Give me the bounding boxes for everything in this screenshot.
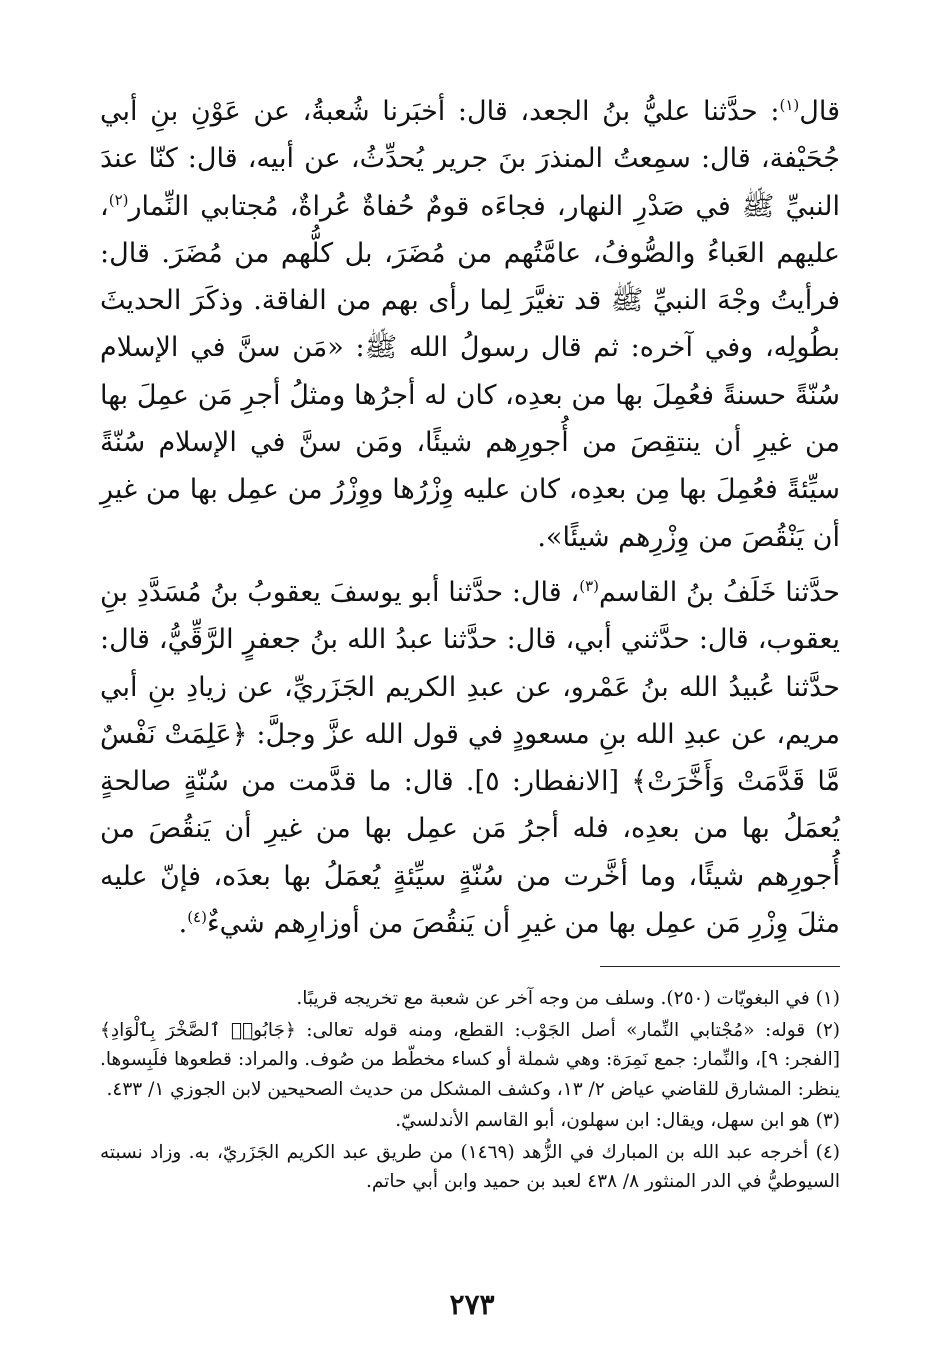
paragraph-2 [100, 569, 840, 947]
paragraph-1-text-a: قال [799, 96, 840, 127]
footnote-2: (٢) قوله: «مُجْتابي النِّمار» أصل الجَوْب: القطع، ومنه قوله تعالى: ﴿جَابُوا۟ ٱلصَّخْرَ بِٱلْوَادِ﴾ [الفجر: ٩]، والنِّمار: جمع نَمِرَة: وهي شملة أو كساء مخطّط من صُوف. والمراد: قطعوها فلَبِسوها. ينظر: المشارق للقاضي عياض ٢/ ١٣، وكشف المشكل من حديث الصحيحين لابن الجوزي ١/ ٤٣٣. [100, 1019, 840, 1100]
main-text [100, 88, 840, 947]
footnote-3: (٣) هو ابن سهل، ويقال: ابن سهلون، أبو القاسم الأندلسيّ. [395, 1110, 840, 1131]
footnote-ref-4[interactable]: (٤) [187, 908, 207, 927]
paragraph-2-text-b: ، قال: حدَّثنا أبو يوسفَ يعقوبُ بنُ مُسَدَّدِ بنِ يعقوب، قال: حدَّثني أبي، قال: حدَّثنا عبدُ الله بنُ جعفرٍ الرَّقِّيُّ، قال: حدَّثنا عُبيدُ الله بنُ عَمْرو، عن عبدِ الكريم الجَزَريِّ، عن زيادِ بنِ أبي مريم، عن عبدِ الله بنِ مسعودٍ في قول الله عزَّ وجلَّ: ﴿عَلِمَتْ نَفْسٌ مَّا قَدَّمَتْ وَأَخَّرَتْ﴾ [الانفطار: ٥]. قال: ما قدَّمت من سُنّةٍ صالحةٍ يُعمَلُ بها من بعدِه، فله أجرُ مَن عمِل بها من غيرِ أن يَنقُصَ من أُجورِهم شيئًا، وما أخَّرت من سُنّةٍ سيِّئةٍ يُعمَلُ بها بعدَه، فإنّ عليه مثلَ وِزْرِ مَن عمِل بها من غيرِ أن يَنقُصَ من أوزارِهم شيءٌ [100, 576, 841, 940]
footnote-ref-2[interactable]: (٢) [108, 190, 129, 209]
footnotes [100, 984, 840, 1197]
footnote-separator [600, 966, 840, 967]
paragraph-2-text-c: . [178, 908, 188, 940]
page-number: ٢٧٣ [449, 1288, 495, 1321]
paragraph-1-text-b: : حدَّثنا عليُّ بنُ الجعد، قال: أخبَرنا شُعبةُ، عن عَوْنِ بنِ أبي جُحَيْفة، قال: سمِعتُ المنذرَ بنَ جرير يُحدِّثُ، عن أبيه، قال: كنّا عندَ النبيِّ ﷺ في صَدْرِ النهار، فجاءَه قومٌ حُفاةٌ عُراةٌ، مُجتابي النِّمار [100, 96, 840, 222]
paragraph-2-text-a: حدَّثنا خَلَفُ بنُ القاسم [598, 576, 840, 608]
footnote-4: (٤) أخرجه عبد الله بن المبارك في الزُّهد (١٤٦٩) من طريق عبد الكريم الجَزَريّ، به. وزاد نسبته السيوطيُّ في الدر المنثور ٨/ ٤٣٨ لعبد بن حميد وابن أبي حاتم. [100, 1141, 840, 1192]
footnote-ref-1[interactable]: (١) [779, 96, 800, 114]
paragraph-1 [100, 88, 840, 561]
paragraph-1-text-c: ، عليهم العَباءُ والصُّوفُ، عامَّتُهم من مُضَرَ، بل كلُّهم من مُضَرَ. قال: فرأيتُ وجْهَ النبيِّ ﷺ قد تغيَّرَ لِما رأى بهم من الفاقة. وذكَرَ الحديثَ بطُولِه، وفي آخره: ثم قال رسولُ الله ﷺ: «مَن سنَّ في الإسلام سُنّةً حسنةً فعُمِلَ بها من بعدِه، كان له أجرُها ومثلُ أجرِ مَن عمِلَ بها من غيرِ أن ينتقِصَ من أُجورِهم شيئًا، ومَن سنَّ في الإسلام سُنّةً سيِّئةً فعُمِلَ بها مِن بعدِه، كان عليه وِزْرُها ووِزْرُ من عمِل بها من غيرِ أن يَنْقُصَ من وِزْرِهم شيئًا». [100, 190, 840, 553]
footnote-ref-3[interactable]: (٣) [579, 576, 599, 595]
footnote-1: (١) في البغويّات (٢٥٠). وسلف من وجه آخر عن شعبة مع تخريجه قريبًا. [296, 988, 840, 1009]
